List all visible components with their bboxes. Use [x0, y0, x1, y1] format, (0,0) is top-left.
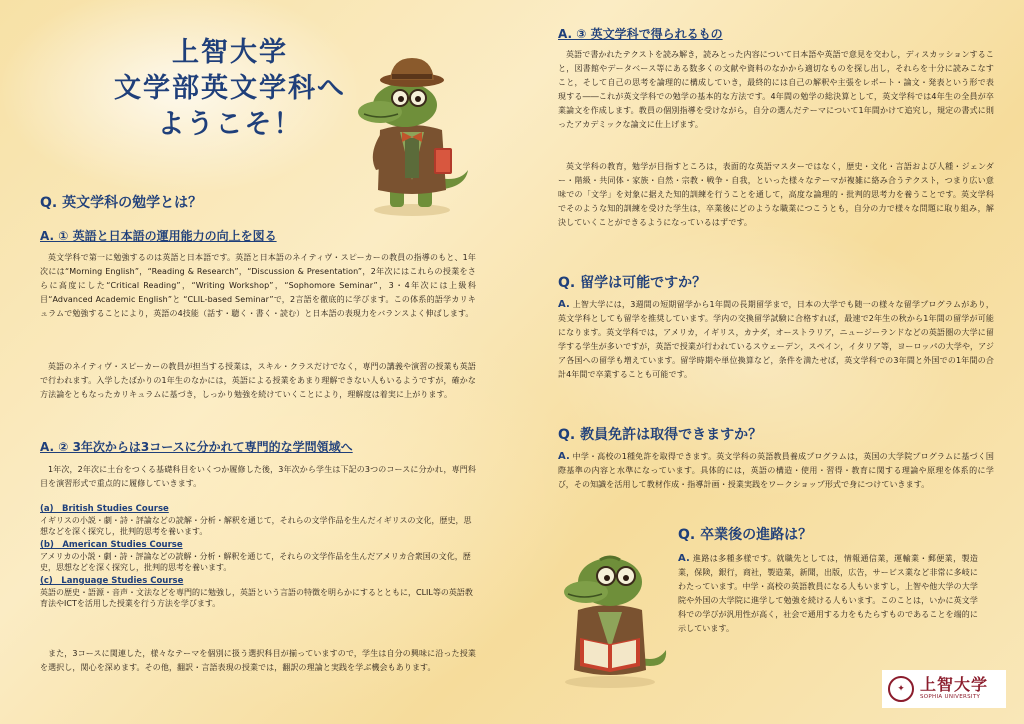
- answer-2-paragraph-2: また，3コースに関連した，様々なテーマを個別に扱う選択科目が揃っていますので，学生は自分の興味に沿った授業を選択し，関心を深めます。その他，翻訳・言語表現の授業では，翻訳の理論と実践を学ぶ機会もあります。: [40, 649, 476, 672]
- answer-2-heading: A. ② 3年次からは3コースに分かれて専門的な学問領域へ: [40, 440, 353, 454]
- logo-name-jp: 上智大学: [920, 675, 989, 695]
- course-description: イギリスの小説・劇・詩・評論などの読解・分析・解釈を通じて，それらの文学作品を生んだイギリスの文化，歴史，思想などを深く探究し，批判的思考を養います。: [40, 516, 472, 536]
- question-study-abroad: Q. 留学は可能ですか？: [558, 275, 707, 291]
- sophia-university-logo: [882, 670, 1006, 708]
- answer-3-paragraph-2: 英文学科の教育，勉学が目指すところは，表面的な英語マスターではなく，歴史・文化・言語および人種・ジェンダー・階級・共同体・家族・自然・宗教・戦争・自我，といった様々なテーマが複雑に絡み合うテクスト，つまり広い意味での「文学」を対象に据えた知的訓練を行うことを通して，高度な論理的・批判的思考力を養うことです。英文学科でそのような知的訓練を受けた学生は，卒業後にどのような職業につこうとも，自分の力で様々な問題に取り組み，解決していくことができるようになっているはずです。: [558, 162, 994, 227]
- answer-study-abroad: [558, 298, 994, 382]
- answer-3-heading: A. ③ 英文学科で得られるもの: [558, 27, 723, 41]
- alligator-detective-illustration: [350, 50, 475, 220]
- question-study: Q. 英文学科の勉学とは？: [40, 195, 203, 211]
- answer-text: 進路は多種多様です。就職先としては，情報通信業，運輸業・郵便業，製造業，保険，銀行，商社，製造業，新聞，出版，広告，サービス業など非常に多岐にわたっています。中学・高校の英語教員になる人もいますし，上智や他大学の大学院や外国の大学院に進学して勉強を続ける人もいます。このことは，いかに英文学科での学びが汎用性が高く，社会で通用する力をもたらすものであることを端的に示しています。: [678, 554, 978, 633]
- course-label: (b) American Studies Course: [40, 540, 183, 550]
- course-american: [40, 540, 476, 573]
- right-column: [550, 20, 995, 710]
- course-british: [40, 504, 476, 537]
- logo-name-en: SOPHIA UNIVERSITY: [920, 694, 981, 701]
- course-label: (a) British Studies Course: [40, 504, 169, 514]
- course-description: アメリカの小説・劇・詩・評論などの読解・分析・解釈を通じて，それらの文学作品を生んだアメリカ合衆国の文化，歴史，思想などを深く探究し，批判的思考を養います。: [40, 552, 471, 572]
- answer-teaching-license: [558, 450, 994, 492]
- alligator-reading-illustration: [550, 540, 670, 690]
- answer-lead: A.: [558, 299, 570, 310]
- university-seal-icon: ✦: [888, 676, 914, 702]
- course-description: 英語の歴史・語源・音声・文法などを専門的に勉強し，英語という言語の特徴を明らかにするとともに，CLIL等の英語教育法やICTを活用した授業を行う方法を学びます。: [40, 588, 473, 608]
- answer-career: [678, 552, 978, 636]
- answer-1-paragraph-1: 英文学科で第一に勉強するのは英語と日本語です。英語と日本語のネイティヴ・スピーカーの教員の指導のもと、1年次には“Morning English”，“Reading & Research”，“Discussion & Presentation”，2年次にはこれらの授業をさらに高度にした“Critical Reading”，“Writing Workshop”，“Sophomore Seminar”，3・4年次には上級科目“Advanced Academic English”と “CLIL-based Seminar”で，2言語を徹底的に学びます。この体系的語学カリキュラムで勉強することにより，英語の4技能（話す・聴く・書く・読む）と日本語の表現力をバランスよく伸ばします。: [40, 253, 476, 318]
- answer-1-paragraph-2: 英語のネイティヴ・スピーカーの教員が担当する授業は，スキル・クラスだけでなく，専門の講義や演習の授業も英語で行われます。入学したばかりの1年生のなかには，英語による授業をあまり理解できない人もいるようですが，確かな方法論をともなったカリキュラムに基づき，しっかり勉強を続けていくことにより，理解度は着実に上がります。: [40, 362, 476, 399]
- course-label: (c) Language Studies Course: [40, 576, 184, 586]
- answer-text: 中学・高校の1種免許を取得できます。英文学科の英語教員養成プログラムは，英国の大学院プログラムに基づく国際基準の内容と水準になっています。具体的には，英語の構造・使用・習得・教育に関する理論や原理を体系的に学び，その知識を活用して教材作成・指導計画・授業実践をワークショップ形式で身につけていきます。: [558, 452, 994, 489]
- answer-lead: A.: [678, 553, 690, 564]
- course-language: [40, 576, 476, 609]
- question-teaching-license: Q. 教員免許は取得できますか？: [558, 427, 763, 443]
- answer-1-heading: A. ① 英語と日本語の運用能力の向上を図る: [40, 229, 277, 243]
- course-list: [40, 504, 476, 609]
- question-career: Q. 卒業後の進路は？: [678, 527, 813, 543]
- answer-lead: A.: [558, 451, 570, 462]
- answer-text: 上智大学には，3週間の短期留学から1年間の長期留学まで，日本の大学でも随一の様々な留学プログラムがあり，英文学科としても留学を推奨しています。学内の交換留学試験に合格すれば，最速で2年生の秋から1年間の留学が可能になります。英文学科では，アメリカ，イギリス，カナダ，オーストラリア，ニュージーランドなどの英語圏の大学に留学する学生が多いですが，英語で授業が行われているスウェーデン，スペイン，イタリア等，ヨーロッパの大学や，アジア各国への留学も増えています。留学時期や単位換算など，条件を満たせば，英文学科での3年間と外国での1年間の合計4年間で卒業することも可能です。: [558, 300, 994, 379]
- left-column: [40, 20, 480, 710]
- answer-3-paragraph-1: 英語で書かれたテクストを読み解き，読みとった内容について日本語や英語で意見を交わし，ディスカッションすること，図書館やデータベース等にある数多くの文献や資料のなかから適切なものを探し出し，それらを十分に読みこなすこと，そして自己の思考を論理的に構成していき，最終的には自己の解釈や主張をレポート・論文・発表という形で表現する――これが英文学科での勉学の基本的な方法です。4年間の勉学の総決算として，英文学科では4年生の全員が卒業論文を作成します。教員の個別指導を受けながら，自分の選んだテーマについて1年間かけて追究し，規定の書式に則ったアカデミックな論文に仕上げます。: [558, 50, 994, 129]
- answer-2-paragraph-1: 1年次，2年次に土台をつくる基礎科目をいくつか履修した後，3年次から学生は下記の3つのコースに分かれ，専門科目を演習形式で重点的に履修していきます。: [40, 465, 476, 488]
- page-title: 上智大学 文学部英文学科へ ようこそ！: [114, 37, 346, 140]
